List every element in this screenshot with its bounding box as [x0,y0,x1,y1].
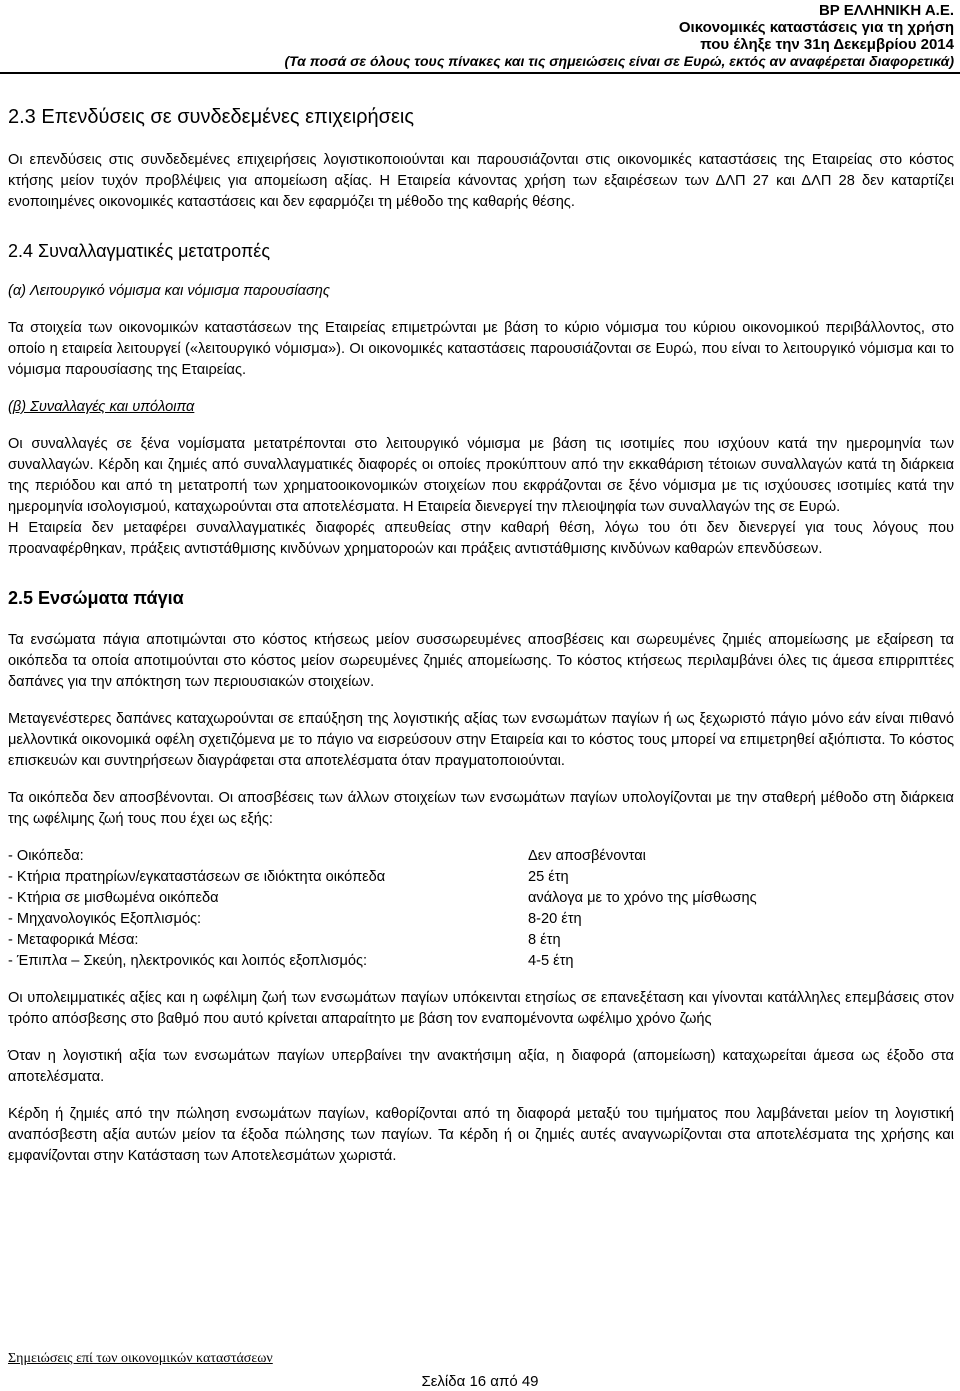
asset-class: - Κτήρια πρατηρίων/εγκαταστάσεων σε ιδιόκτητα οικόπεδα [8,869,386,885]
useful-life: 4-5 έτη [528,953,574,969]
paragraph: Τα οικόπεδα δεν αποσβένονται. Οι αποσβέσεις των άλλων στοιχείων των ενσωμάτων παγίων υπολογίζονται με την σταθερή μέθοδο στη διάρκεια της ωφέλιμης ζωή τους που έχει ως εξής: [8,790,954,827]
period-title: που έληξε την 31η Δεκεμβρίου 2014 [700,36,954,53]
depreciation-list [8,846,954,972]
company-name: BP ΕΛΛΗΝΙΚΗ Α.Ε. [818,2,954,19]
paragraph: Οι συναλλαγές σε ξένα νομίσματα μετατρέπονται στο λειτουργικό νόμισμα με βάση τις ισοτιμίες που ισχύουν κατά την ημερομηνία των συναλλαγών. Κέρδη και ζημιές από συναλλαγματικές διαφορές οι οποίες προκύπτουν από την εκκαθάριση τέτοιων συναλλαγών κατά τη διάρκεια της περιόδου και από τη μετατροπή των χρηματοοικονομικών στοιχείων που εκφράζονται σε ξένο νόμισμα με τις ισχύουσες ισοτιμίες κατά την ημερομηνία ισολογισμού, καταχωρούνται στα αποτελέσματα. Η Εταιρεία διενεργεί την πλειοψηφία των συναλλαγών της σε Ευρώ. [8,436,954,515]
statements-title: Οικονομικές καταστάσεις για τη χρήση [678,19,954,36]
asset-class: - Έπιπλα – Σκεύη, ηλεκτρονικός και λοιπός εξοπλισμός: [8,953,368,969]
footer-note: Σημειώσεις επί των οικονομικών καταστάσεων [8,1351,273,1366]
paragraph: Μεταγενέστερες δαπάνες καταχωρούνται σε επαύξηση της λογιστικής αξίας των ενσωμάτων παγίων ή ως ξεχωριστό πάγιο μόνο εάν είναι πιθανό μελλοντικά οικονομικά οφέλη σχετιζόμενα με το πάγιο να εισρεύσουν στην Εταιρεία και το κόστος τους μπορεί να επιμετρηθεί αξιόπιστα. Το κόστος επισκευών και συντηρήσεων διαγράφεται στα αποτελέσματα όταν πραγματοποιούνται. [8,711,954,769]
list-item [8,867,954,888]
page-number: Σελίδα 16 από 49 [421,1373,539,1390]
useful-life: 8 έτη [528,932,561,948]
paragraph: Όταν η λογιστική αξία των ενσωμάτων παγίων υπερβαίνει την ανακτήσιμη αξία, η διαφορά (απομείωση) καταχωρείται άμεσα ως έξοδο στα αποτελέσματα. [8,1048,954,1085]
useful-life: 25 έτη [528,869,569,885]
page-header [284,2,954,70]
paragraph: Τα ενσώματα πάγια αποτιμώνται στο κόστος κτήσεως μείον συσσωρευμένες αποσβέσεις και σωρευμένες ζημιές απομείωσης με εξαίρεση τα οικόπεδα τα οποία αποτιμούνται στο κόστος μείον σωρευμένες ζημιές απομείωσης. Το κόστος κτήσεως περιλαμβάνει όλες τις άμεσα επιρριπτέες δαπάνες για την απόκτηση των περιουσιακών στοιχείων. [8,632,954,690]
list-item [8,888,954,909]
list-item [8,909,954,930]
asset-class: - Μηχανολογικός Εξοπλισμός: [8,911,202,927]
list-item [8,930,954,951]
paragraph: Οι υπολειμματικές αξίες και η ωφέλιμη ζωή των ενσωμάτων παγίων υπόκεινται ετησίως σε επανεξέταση και γίνονται κατάλληλες επεμβάσεις στον τρόπο απόσβεσης στο βαθμό που αυτό κρίνεται απαραίτητο με βάση τον εναπομένοντα ωφέλιμο χρόνο ζωής [8,990,954,1027]
paragraph: Οι επενδύσεις στις συνδεδεμένες επιχειρήσεις λογιστικοποιούνται και παρουσιάζονται στις οικονομικές καταστάσεις της Εταιρείας στο κόστος κτήσης μείον τυχόν προβλέψεις για απομείωση αξίας. Η Εταιρεία κάνοντας χρήση των εξαιρέσεων των ΔΛΠ 27 και ΔΛΠ 28 δεν καταρτίζει ενοποιημένες οικονομικές καταστάσεις και δεν εφαρμόζει τη μέθοδο της καθαρής θέσης. [8,152,954,210]
paragraph: Κέρδη ή ζημιές από την πώληση ενσωμάτων παγίων, καθορίζονται από τη διαφορά μεταξύ του τιμήματος που λαμβάνεται μείον τη λογιστική αναπόσβεστη αξία αυτών μείον τα έξοδα πώλησης των παγίων. Τα κέρδη ή οι ζημιές αυτές αναγνωρίζονται στα αποτελέσματα της χρήσης και εμφανίζονται στην Κατάσταση των Αποτελεσμάτων χωριστά. [8,1106,954,1164]
list-item [8,951,954,972]
section-title-2-4: 2.4 Συναλλαγματικές μετατροπές [8,241,271,261]
useful-life: 8-20 έτη [528,911,582,927]
useful-life: ανάλογα με το χρόνο της μίσθωσης [528,890,757,906]
paragraph: Η Εταιρεία δεν μεταφέρει συναλλαγματικές διαφορές απευθείας στην καθαρή θέση, λόγω του ότι δεν διενεργεί για τους λόγους που προαναφέρθηκαν, πράξεις αντιστάθμισης κινδύνων χρηματοροών και πράξεις αντιστάθμισης κινδύνων καθαρών επενδύσεων. [8,520,954,557]
subheading-a: (α) Λειτουργικό νόμισμα και νόμισμα παρουσίασης [8,283,330,299]
asset-class: - Μεταφορικά Μέσα: [8,932,139,948]
section-title-2-3: 2.3 Επενδύσεις σε συνδεδεμένες επιχειρήσεις [8,106,414,128]
asset-class: - Οικόπεδα: [8,848,84,864]
document-body [8,74,954,1167]
paragraph: Τα στοιχεία των οικονομικών καταστάσεων της Εταιρείας επιμετρώνται με βάση το κύριο νόμισμα του κύριου οικονομικού περιβάλλοντος, στο οποίο η εταιρεία λειτουργεί («λειτουργικό νόμισμα»). Οι οικονομικές καταστάσεις παρουσιάζονται σε Ευρώ, που είναι το λειτουργικό νόμισμα και το νόμισμα παρουσίασης της Εταιρείας. [8,320,954,378]
useful-life: Δεν αποσβένονται [528,848,646,864]
asset-class: - Κτήρια σε μισθωμένα οικόπεδα [8,890,219,906]
subheading-b: (β) Συναλλαγές και υπόλοιπα [8,399,195,415]
currency-note: (Τα ποσά σε όλους τους πίνακες και τις σημειώσεις είναι σε Ευρώ, εκτός αν αναφέρεται διαφορετικά) [284,53,954,69]
section-title-2-5: 2.5 Ενσώματα πάγια [8,588,184,608]
list-item [8,846,954,867]
